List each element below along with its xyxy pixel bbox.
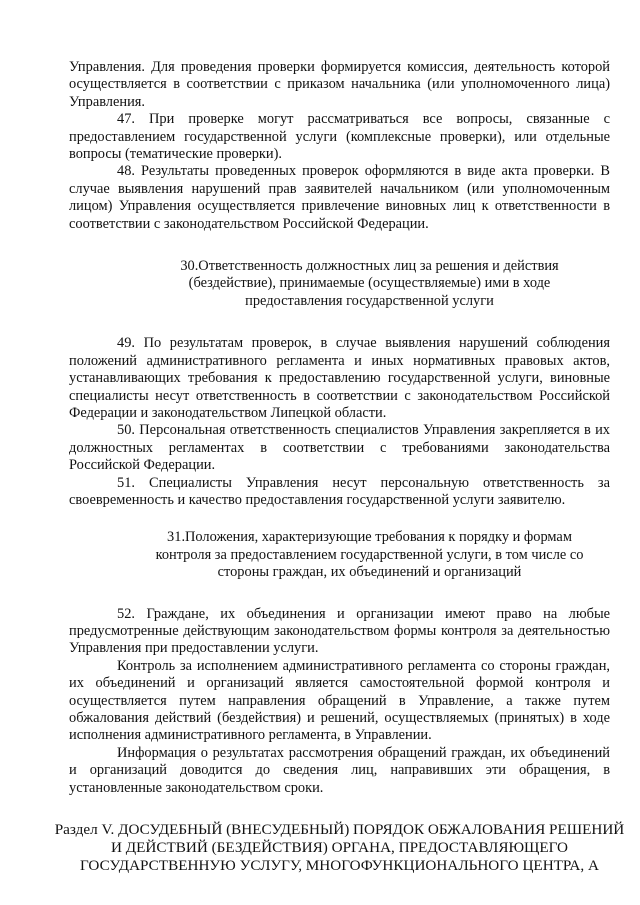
paragraph-control: Контроль за исполнением административного регламента со стороны граждан, их объединений и организаций является самостоятельной формой контроля и осуществляется путем направления обращений в Управление, а также путем обжалования действий (бездействия) и решений, осуществляемых (принятых) в ходе исполнения административного регламента, в Управлении. xyxy=(69,657,610,744)
heading-section-30: 30.Ответственность должностных лиц за решения и действия (бездействие), принимаемые (осуществляемые) ими в ходе предоставления государственной услуги xyxy=(180,258,559,309)
paragraph-49: 49. По результатам проверок, в случае выявления нарушений соблюдения положений административного регламента и иных нормативных правовых актов, устанавливающих требования к предоставлению государственной услуги, виновные специалисты несут ответственность в соответствии с законодательством Российской Федерации и законодательством Липецкой области. xyxy=(69,335,610,421)
section-v-title: Раздел V. ДОСУДЕБНЫЙ (ВНЕСУДЕБНЫЙ) ПОРЯДОК ОБЖАЛОВАНИЯ РЕШЕНИЙ И ДЕЙСТВИЙ (БЕЗДЕЙСТВИЯ) ОРГАНА, ПРЕДОСТАВЛЯЮЩЕГО ГОСУДАРСТВЕННУЮ УСЛУГУ, МНОГОФУНКЦИОНАЛЬНОГО ЦЕНТРА, А xyxy=(54,821,625,875)
paragraph-51: 51. Специалисты Управления несут персональную ответственность за своевременность и качество предоставления государственной услуги заявителю. xyxy=(69,474,610,508)
continuation-paragraph: Управления. Для проведения проверки формируется комиссия, деятельность которой осуществляется в соответствии с приказом начальника (или уполномоченного лица) Управления. xyxy=(69,59,610,110)
heading-section-31: 31.Положения, характеризующие требования к порядку и формам контроля за предоставлением государственной услуги, в том числе со стороны граждан, их объединений и организаций xyxy=(155,529,584,581)
paragraph-47: 47. При проверке могут рассматриваться все вопросы, связанные с предоставлением государственной услуги (комплексные проверки), или отдельные вопросы (тематические проверки). xyxy=(69,111,610,163)
paragraph-50: 50. Персональная ответственность специалистов Управления закрепляется в их должностных регламентах в соответствии с требованиями законодательства Российской Федерации. xyxy=(69,422,610,474)
paragraph-52: 52. Граждане, их объединения и организации имеют право на любые предусмотренные действующим законодательством формы контроля за деятельностью Управления при предоставлении услуги. xyxy=(69,605,610,657)
paragraph-information: Информация о результатах рассмотрения обращений граждан, их объединений и организаций доводится до сведения лиц, направивших эти обращения, в установленные законодательством сроки. xyxy=(69,744,610,796)
paragraph-48: 48. Результаты проведенных проверок оформляются в виде акта проверки. В случае выявления нарушений прав заявителей начальником (или уполномоченным лицом) Управления осуществляется привлечение виновных лиц к ответственности в соответствии с законодательством Российской Федерации. xyxy=(69,163,610,232)
document-page xyxy=(54,59,625,876)
